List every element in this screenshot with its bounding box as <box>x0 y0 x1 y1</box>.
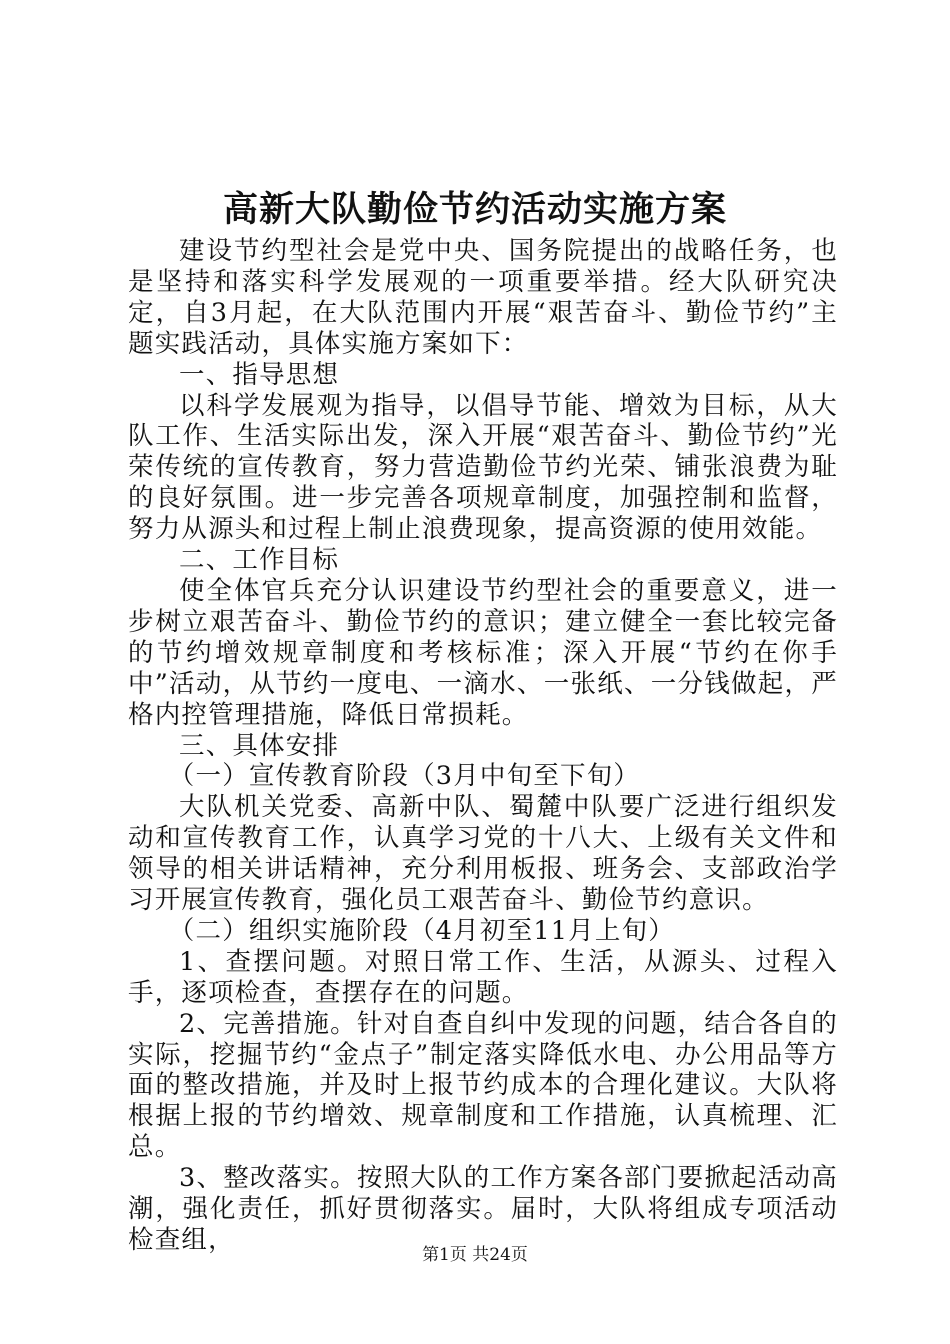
section-heading-arrangements: 三、具体安排 <box>179 730 340 761</box>
guiding-thought-paragraph: 以科学发展观为指导，以倡导节能、增效为目标，从大队工作、生活实际出发，深入开展“艰苦奋斗、勤俭节约”光荣传统的宣传教育，努力营造勤俭节约光荣、铺张浪费为耻的良好氛围。进一步完善各项规章制度，加强控制和监督，努力从源头和过程上制止浪费现象，提高资源的使用效能。 <box>128 390 838 545</box>
publicity-stage-paragraph: 大队机关党委、高新中队、蜀麓中队要广泛进行组织发动和宣传教育工作，认真学习党的十八大、上级有关文件和领导的相关讲话精神，充分利用板报、班务会、支部政治学习开展宣传教育，强化员工艰苦奋斗、勤俭节约意识。 <box>128 792 838 916</box>
section-heading-guiding-thought: 一、指导思想 <box>179 359 340 390</box>
list-item-improve-measures: 2、完善措施。针对自查自纠中发现的问题，结合各自的实际，挖掘节约“金点子”制定落实降低水电、办公用品等方面的整改措施，并及时上报节约成本的合理化建议。大队将根据上报的节约增效、规章制度和工作措施，认真梳理、汇总。 <box>128 1008 838 1163</box>
list-item-find-problems: 1、查摆问题。对照日常工作、生活，从源头、过程入手，逐项检查，查摆存在的问题。 <box>128 946 838 1008</box>
work-goals-paragraph: 使全体官兵充分认识建设节约型社会的重要意义，进一步树立艰苦奋斗、勤俭节约的意识；建立健全一套比较完备的节约增效规章制度和考核标准；深入开展“节约在你手中”活动，从节约一度电、一滴水、一张纸、一分钱做起，严格内控管理措施，降低日常损耗。 <box>128 575 838 730</box>
subsection-heading-publicity-stage: （一）宣传教育阶段（3月中旬至下旬） <box>168 761 641 792</box>
subsection-heading-implementation-stage: （二）组织实施阶段（4月初至11月上旬） <box>168 915 675 946</box>
section-heading-work-goals: 二、工作目标 <box>179 545 340 576</box>
list-item-rectify: 3、整改落实。按照大队的工作方案各部门要掀起活动高潮，强化责任，抓好贯彻落实。届时，大队将组成专项活动检查组， <box>128 1163 838 1255</box>
document-body <box>128 236 838 1256</box>
intro-paragraph: 建设节约型社会是党中央、国务院提出的战略任务，也是坚持和落实科学发展观的一项重要举措。经大队研究决定，自3月起，在大队范围内开展“艰苦奋斗、勤俭节约”主题实践活动，具体实施方案如下： <box>128 236 838 359</box>
page-footer: 第1页 共24页 <box>422 1245 528 1265</box>
document-title: 高新大队勤俭节约活动实施方案 <box>222 189 727 230</box>
